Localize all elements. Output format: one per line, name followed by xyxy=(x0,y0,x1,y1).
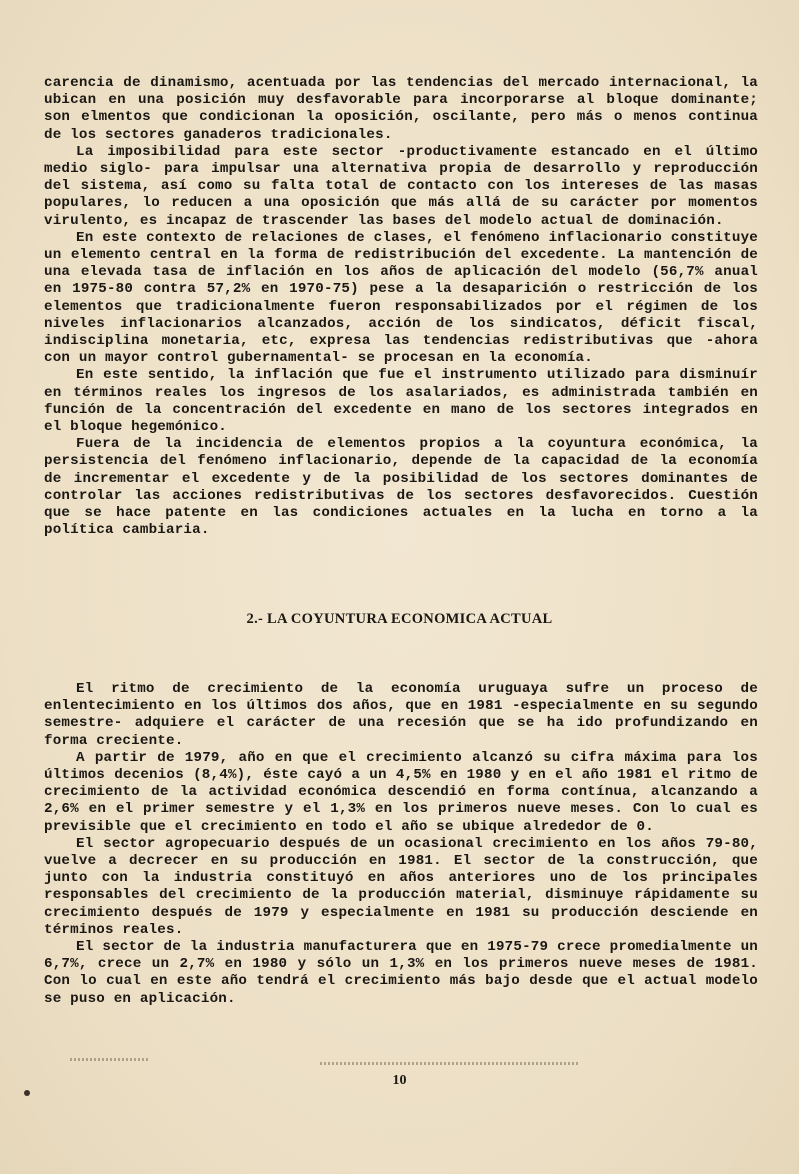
body-text-lower xyxy=(44,681,758,1008)
print-smudge xyxy=(70,1058,150,1061)
paragraph: En este sentido, la inflación que fue el instrumento utilizado para disminuír en términos reales los ingresos de los asalariados, es administrada también en función de la concentración del excedente en mano de los sectores integrados en el bloque hegemónico. xyxy=(44,367,758,436)
section-heading: 2.- LA COYUNTURA ECONOMICA ACTUAL xyxy=(246,611,553,627)
body-text-upper xyxy=(44,75,758,539)
paragraph: La imposibilidad para este sector -productivamente estancado en el último medio siglo- para impulsar una alternativa propia de desarrollo y reproducción del sistema, así como su falta total de contacto con los intereses de las masas populares, lo reducen a una oposición que más allá de su carácter por momentos virulento, es incapaz de trascender las bases del modelo actual de dominación. xyxy=(44,143,758,229)
ink-dot xyxy=(24,1090,30,1096)
paragraph: El ritmo de crecimiento de la economía uruguaya sufre un proceso de enlentecimiento en los últimos dos años, que en 1981 -especialmente en su segundo semestre- adquiere el carácter de una recesión que se ha ido profundizando en forma creciente. xyxy=(44,681,758,749)
paragraph: El sector de la industria manufacturera que en 1975-79 crece promedialmente un 6,7%, crece un 2,7% en 1980 y sólo un 1,3% en los primeros nueve meses de 1981. Con lo cual en este año tendrá el crecimiento más bajo desde que el actual modelo se puso en aplicación. xyxy=(44,939,758,1007)
paragraph: carencia de dinamismo, acentuada por las tendencias del mercado internacional, la ubican en una posición muy desfavorable para incorporarse al bloque dominante; son elmentos que condicionan la oposición, oscilante, pero más o menos continua de los sectores ganaderos tradicionales. xyxy=(44,75,758,143)
paragraph: Fuera de la incidencia de elementos propios a la coyuntura económica, la persistencia del fenómeno inflacionario, depende de la capacidad de la economía de incrementar el excedente y de la posibilidad de los sectores dominantes de controlar las acciones redistributivas de los sectores desfavorecidos. Cuestión que se hace patente en las condiciones actuales en la lucha en torno a la política cambiaria. xyxy=(44,436,758,539)
page-number: 10 xyxy=(392,1073,407,1088)
paragraph: En este contexto de relaciones de clases, el fenómeno inflacionario constituye un elemento central en la forma de redistribución del excedente. La mantención de una elevada tasa de inflación en los años de aplicación del modelo (56,7% anual en 1975-80 contra 57,2% en 1970-75) pese a la desaparición o restricción de los elementos que tradicionalmente fueron responsabilizados por el régimen de los niveles inflacionarios alcanzados, acción de los sindicatos, déficit fiscal, indisciplina monetaria, etc, expresa las tendencias redistributivas que -ahora con un mayor control gubernamental- se procesan en la economía. xyxy=(44,229,758,367)
paragraph: El sector agropecuario después de un ocasional crecimiento en los años 79-80, vuelve a decrecer en su producción en 1981. El sector de la construcción, que junto con la industria constituyó en años anteriores uno de los principales responsables del crecimiento de la producción material, disminuye rápidamente su crecimiento después de 1979 y especialmente en 1981 su producción desciende en términos reales. xyxy=(44,835,758,938)
print-smudge xyxy=(320,1062,580,1065)
paragraph: A partir de 1979, año en que el crecimiento alcanzó su cifra máxima para los últimos decenios (8,4%), éste cayó a un 4,5% en 1980 y en el año 1981 el ritmo de crecimiento de la actividad económica descendió en forma contínua, alcanzando a 2,6% en el primer semestre y el 1,3% en los primeros nueve meses. Con lo cual es previsible que el crecimiento en todo el año se ubique alrededor de 0. xyxy=(44,749,758,835)
